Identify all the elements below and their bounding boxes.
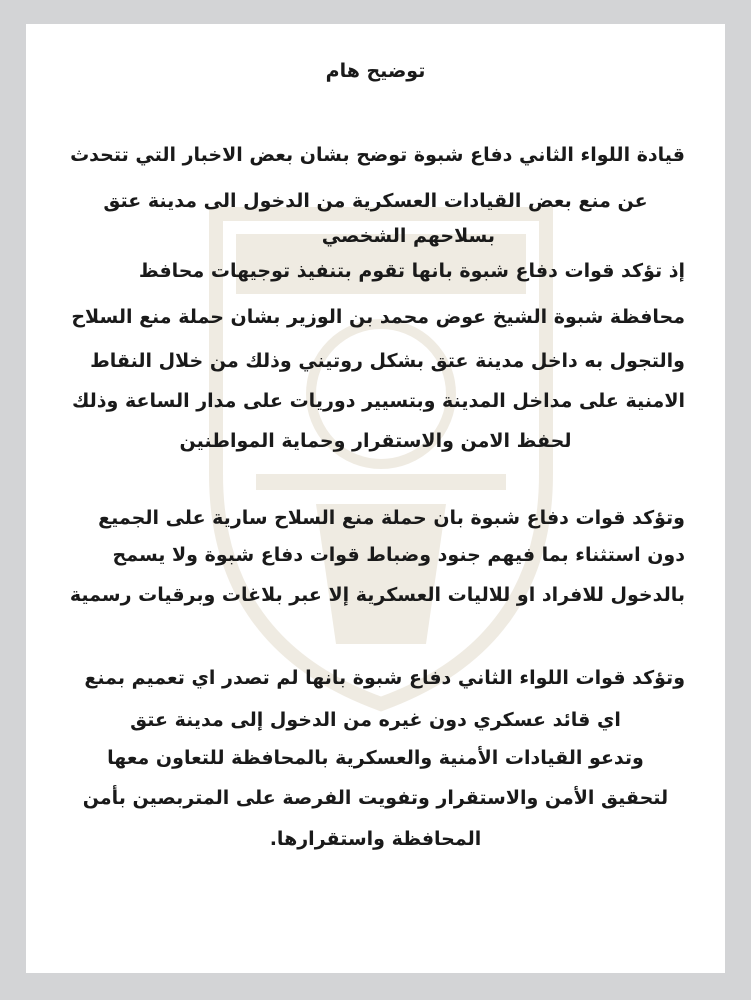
paragraph2-line2: دون استثناء بما فيهم جنود وضباط قوات دفاع شبوة ولا يسمح bbox=[112, 544, 685, 566]
paragraph3-line3: وتدعو القيادات الأمنية والعسكرية بالمحافظة للتعاون معها bbox=[107, 747, 644, 769]
paragraph2-line3: بالدخول للافراد او للاليات العسكرية إلا عبر بلاغات وبرقيات رسمية bbox=[69, 584, 685, 606]
paragraph1-line1: قيادة اللواء الثاني دفاع شبوة توضح بشان بعض الاخبار التي تتحدث bbox=[70, 144, 685, 166]
paragraph1-line8: لحفظ الامن والاستقرار وحماية المواطنين bbox=[179, 430, 572, 452]
paragraph3-line5: المحافظة واستقرارها. bbox=[269, 828, 482, 850]
paragraph1-line2: عن منع بعض القيادات العسكرية من الدخول الى مدينة عتق bbox=[103, 190, 648, 212]
paragraph3-line4: لتحقيق الأمن والاستقرار وتفويت الفرصة على المتربصين بأمن bbox=[82, 787, 669, 809]
paragraph3-line2: اي قائد عسكري دون غيره من الدخول إلى مدينة عتق bbox=[130, 709, 621, 731]
document-title: توضيح هام bbox=[325, 60, 426, 82]
paragraph1-line6: والتجول به داخل مدينة عتق بشكل روتيني وذلك من خلال النقاط bbox=[90, 350, 685, 372]
document-page bbox=[26, 24, 725, 973]
paragraph1-line4: إذ تؤكد قوات دفاع شبوة بانها تقوم بتنفيذ توجيهات محافظ bbox=[138, 260, 685, 282]
paragraph1-line7: الامنية على مداخل المدينة وبتسيير دوريات على مدار الساعة وذلك bbox=[71, 390, 685, 412]
paragraph3-line1: وتؤكد قوات اللواء الثاني دفاع شبوة بانها لم تصدر اي تعميم بمنع bbox=[84, 667, 685, 689]
paragraph1-line3: بسلاحهم الشخصي bbox=[321, 225, 495, 247]
paragraph2-line1: وتؤكد قوات دفاع شبوة بان حملة منع السلاح سارية على الجميع bbox=[98, 507, 685, 529]
paragraph1-line5: محافظة شبوة الشيخ عوض محمد بن الوزير بشان حملة منع السلاح bbox=[71, 306, 685, 328]
